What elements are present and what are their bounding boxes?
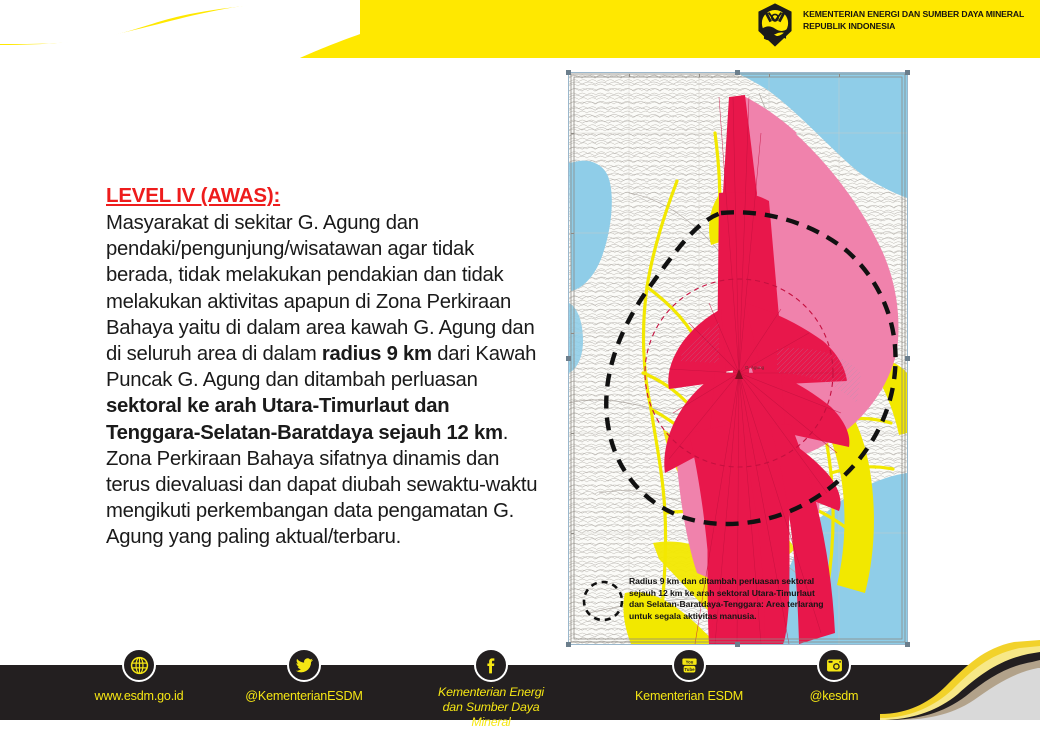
footer-label-facebook-line-1: Kementerian Energi [438, 685, 544, 699]
image-handle-bottom-center[interactable] [735, 642, 740, 647]
header-title-line-1: KEMENTERIAN ENERGI DAN SUMBER DAYA MINERAL [803, 9, 1025, 19]
map-hazard-caption [629, 576, 907, 623]
caption-line-3: dan Selatan-Baratdaya-Tenggara: Area terlarang [629, 599, 824, 610]
caption-line-4: untuk segala aktivitas manusia. [629, 611, 757, 622]
alert-text-panel [106, 183, 538, 551]
alert-level-heading: LEVEL IV (AWAS): [106, 184, 281, 207]
caption-radius-symbol-icon [580, 577, 626, 627]
image-handle-bottom-left[interactable] [566, 642, 571, 647]
footer-decorative-ribbon [880, 640, 1040, 720]
image-handle-mid-left[interactable] [566, 356, 571, 361]
image-handle-mid-right[interactable] [905, 356, 910, 361]
footer-label-youtube: Kementerian ESDM [634, 689, 744, 703]
footer-item-youtube[interactable] [629, 648, 749, 704]
paragraph-run-1: radius 9 km [321, 343, 432, 366]
footer-label-instagram: @kesdm [809, 689, 859, 703]
header-title-line-2: REPUBLIK INDONESIA [803, 20, 896, 31]
youtube-icon[interactable] [672, 648, 706, 682]
image-handle-top-right[interactable] [905, 70, 910, 75]
footer-item-instagram[interactable] [774, 648, 894, 704]
svg-text:G. Agung: G. Agung [745, 365, 765, 370]
image-handle-top-left[interactable] [566, 70, 571, 75]
footer-label-facebook-line-2: dan Sumber Daya Mineral [442, 700, 540, 729]
caption-line-1: Radius 9 km dan ditambah perluasan sektoral [629, 576, 815, 586]
paragraph-run-4: . Zona Perkiraan Bahaya sifatnya dinamis dan terus dievaluasi dan dapat diubah sewaktu-waktu mengikuti perkembangan data pengamatan G. Agung yang paling aktual/terbaru. [106, 421, 538, 549]
globe-icon[interactable] [122, 648, 156, 682]
facebook-f-icon[interactable] [474, 648, 508, 682]
hazard-map-graphic [569, 73, 907, 644]
instagram-icon[interactable] [817, 648, 851, 682]
footer-item-twitter[interactable] [244, 648, 364, 704]
footer-item-facebook[interactable] [431, 648, 551, 730]
paragraph-run-3: sektoral ke arah Utara-Timurlaut dan Tenggara-Selatan-Baratdaya sejauh 12 km [106, 395, 503, 444]
hazard-zone-map[interactable] [568, 72, 908, 645]
page-header [0, 0, 1040, 58]
footer-label-twitter: @KementerianESDM [245, 689, 363, 703]
alert-body-paragraph [106, 210, 538, 551]
caption-line-2: sejauh 12 km ke arah sektoral Utara-Timurlaut [629, 587, 815, 598]
paragraph-run-2: dari Kawah Puncak G. Agung dan ditambah perluasan [106, 343, 537, 392]
image-handle-bottom-right[interactable] [905, 642, 910, 647]
footer-label-website: www.esdm.go.id [94, 689, 184, 703]
header-ministry-title [803, 9, 1033, 32]
image-handle-top-center[interactable] [735, 70, 740, 75]
esdm-ministry-emblem-icon [752, 2, 798, 48]
footer-item-website[interactable] [79, 648, 199, 704]
twitter-bird-icon[interactable] [287, 648, 321, 682]
svg-text:You: You [685, 658, 693, 664]
paragraph-run-0: Masyarakat di sekitar G. Agung dan pendaki/pengunjung/wisatawan agar tidak berada, tidak melakukan pendakian dan tidak melakukan aktivitas apapun di Zona Perkiraan Bahaya yaitu di dalam area kawah G. Agung dan di seluruh area di dalam [106, 212, 535, 366]
svg-text:Tube: Tube [683, 666, 695, 672]
